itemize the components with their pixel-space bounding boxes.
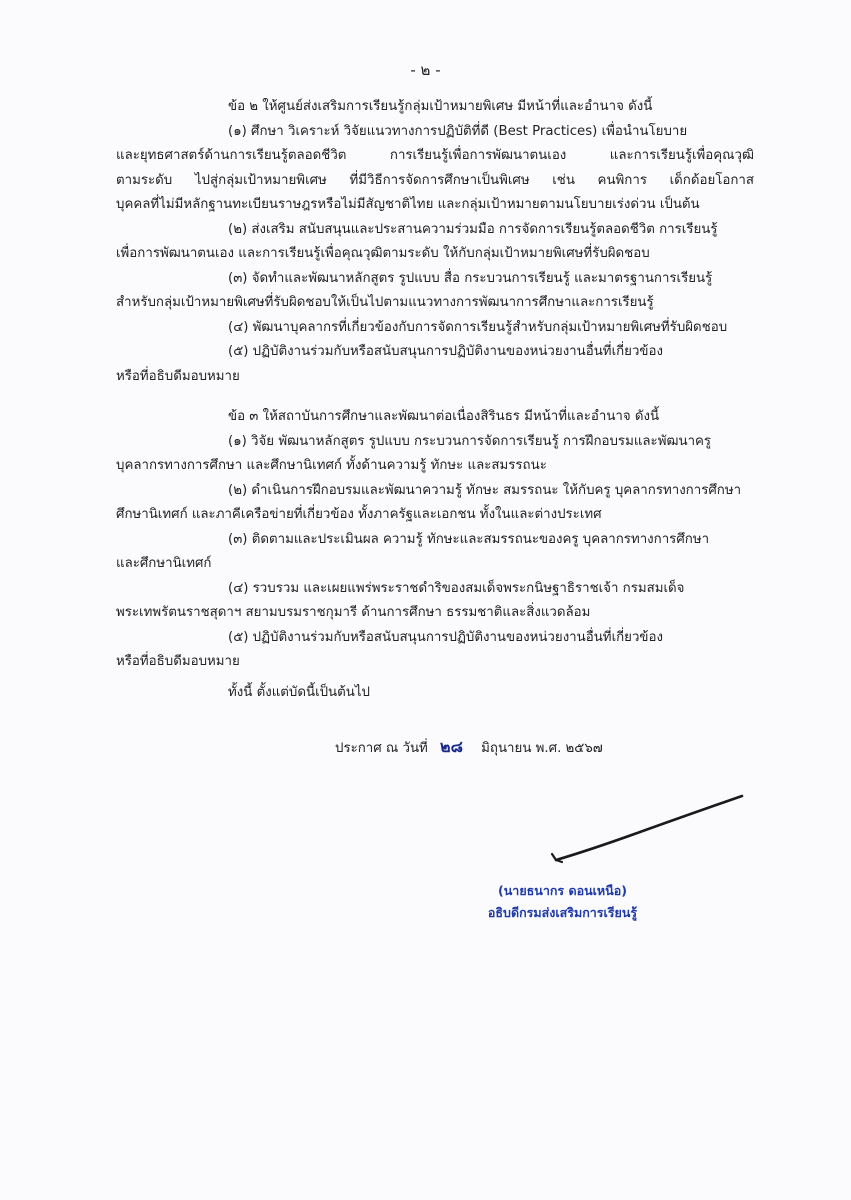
s3-item1-line2: บุคลากรทางการศึกษา และศึกษานิเทศก์ ทั้งด้านความรู้ ทักษะ และสมรรถนะ xyxy=(116,458,547,473)
s3-item2-line2: ศึกษานิเทศก์ และภาคีเครือข่ายที่เกี่ยวข้อง ทั้งภาครัฐและเอกชน ทั้งในและต่างประเทศ xyxy=(116,507,602,522)
s3-item4-line2: พระเทพรัตนราชสุดาฯ สยามบรมราชกุมารี ด้านการศึกษา ธรรมชาติและสิ่งแวดล้อม xyxy=(116,605,591,620)
s2-item1-line1: (๑) ศึกษา วิเคราะห์ วิจัยแนวทางการปฏิบัติที่ดี (Best Practices) เพื่อนำนโยบาย xyxy=(228,123,688,139)
section-3-heading: ข้อ ๓ ให้สถาบันการศึกษาและพัฒนาต่อเนื่องสิรินธร มีหน้าที่และอำนาจ ดังนี้ xyxy=(228,409,660,424)
handwritten-signature xyxy=(550,790,750,874)
s2-item5-line2: หรือที่อธิบดีมอบหมาย xyxy=(116,368,240,384)
s2-item1-line2: และยุทธศาสตร์ด้านการเรียนรู้ตลอดชีวิต การเรียนรู้เพื่อการพัฒนาตนเอง และการเรียนรู้เพื่อคุณวุฒิ xyxy=(116,148,754,163)
signatory-position: อธิบดีกรมส่งเสริมการเรียนรู้ xyxy=(487,905,638,920)
s3-item5-line2: หรือที่อธิบดีมอบหมาย xyxy=(116,654,240,669)
s2-item2-line2: เพื่อการพัฒนาตนเอง และการเรียนรู้เพื่อคุณวุฒิตามระดับ ให้กับกลุ่มเป้าหมายพิเศษที่รับผิดชอบ xyxy=(116,246,650,261)
announcement-prefix: ประกาศ ณ วันที่ xyxy=(335,741,428,756)
section-2-heading: ข้อ ๒ ให้ศูนย์ส่งเสริมการเรียนรู้กลุ่มเป้าหมายพิเศษ มีหน้าที่และอำนาจ ดังนี้ xyxy=(228,99,653,114)
s2-item3-line2: สำหรับกลุ่มเป้าหมายพิเศษที่รับผิดชอบให้เป็นไปตามแนวทางการพัฒนาการศึกษาและการเรียนรู้ xyxy=(116,295,654,310)
announcement-month-year: มิถุนายน พ.ศ. ๒๕๖๗ xyxy=(481,741,603,756)
s3-item3-line2: และศึกษานิเทศก์ xyxy=(116,556,212,571)
announcement-day: ๒๘ xyxy=(440,737,463,756)
s2-item4-line1: (๔) พัฒนาบุคลากรที่เกี่ยวข้องกับการจัดการเรียนรู้สำหรับกลุ่มเป้าหมายพิเศษที่รับผิดชอบ xyxy=(228,319,728,335)
s3-item5-line1: (๕) ปฏิบัติงานร่วมกับหรือสนับสนุนการปฏิบัติงานของหน่วยงานอื่นที่เกี่ยวข้อง xyxy=(228,629,663,645)
signatory-name: (นายธนากร ดอนเหนือ) xyxy=(498,883,627,898)
s2-item2-line1: (๒) ส่งเสริม สนับสนุนและประสานความร่วมมือ การจัดการเรียนรู้ตลอดชีวิต การเรียนรู้ xyxy=(228,221,718,237)
announcement-date xyxy=(335,735,603,760)
s3-item3-line1: (๓) ติดตามและประเมินผล ความรู้ ทักษะและสมรรถนะของครู บุคลากรทางการศึกษา xyxy=(228,531,710,547)
s2-item1-line3: ตามระดับ ไปสู่กลุ่มเป้าหมายพิเศษ ที่มีวิธีการจัดการศึกษาเป็นพิเศษ เช่น คนพิการ เด็กด้อยโอกาส xyxy=(116,172,754,188)
s2-item1-line4: บุคคลที่ไม่มีหลักฐานทะเบียนราษฎรหรือไม่มีสัญชาติไทย และกลุ่มเป้าหมายตามนโยบายเร่งด่วน เป็นต้น xyxy=(116,197,700,212)
closing-statement: ทั้งนี้ ตั้งแต่บัดนี้เป็นต้นไป xyxy=(228,684,370,700)
s2-item5-line1: (๕) ปฏิบัติงานร่วมกับหรือสนับสนุนการปฏิบัติงานของหน่วยงานอื่นที่เกี่ยวข้อง xyxy=(228,344,663,359)
s3-item1-line1: (๑) วิจัย พัฒนาหลักสูตร รูปแบบ กระบวนการจัดการเรียนรู้ การฝึกอบรมและพัฒนาครู xyxy=(228,433,712,449)
signatory-block xyxy=(470,880,655,924)
s3-item4-line1: (๔) รวบรวม และเผยแพร่พระราชดำริของสมเด็จพระกนิษฐาธิราชเจ้า กรมสมเด็จ xyxy=(228,580,685,596)
s3-item2-line1: (๒) ดำเนินการฝึกอบรมและพัฒนาความรู้ ทักษะ สมรรถนะ ให้กับครู บุคลากรทางการศึกษา xyxy=(228,482,742,498)
s2-item3-line1: (๓) จัดทำและพัฒนาหลักสูตร รูปแบบ สื่อ กระบวนการเรียนรู้ และมาตรฐานการเรียนรู้ xyxy=(228,270,713,286)
document-body xyxy=(116,95,754,705)
page-number: - ๒ - xyxy=(410,61,441,79)
